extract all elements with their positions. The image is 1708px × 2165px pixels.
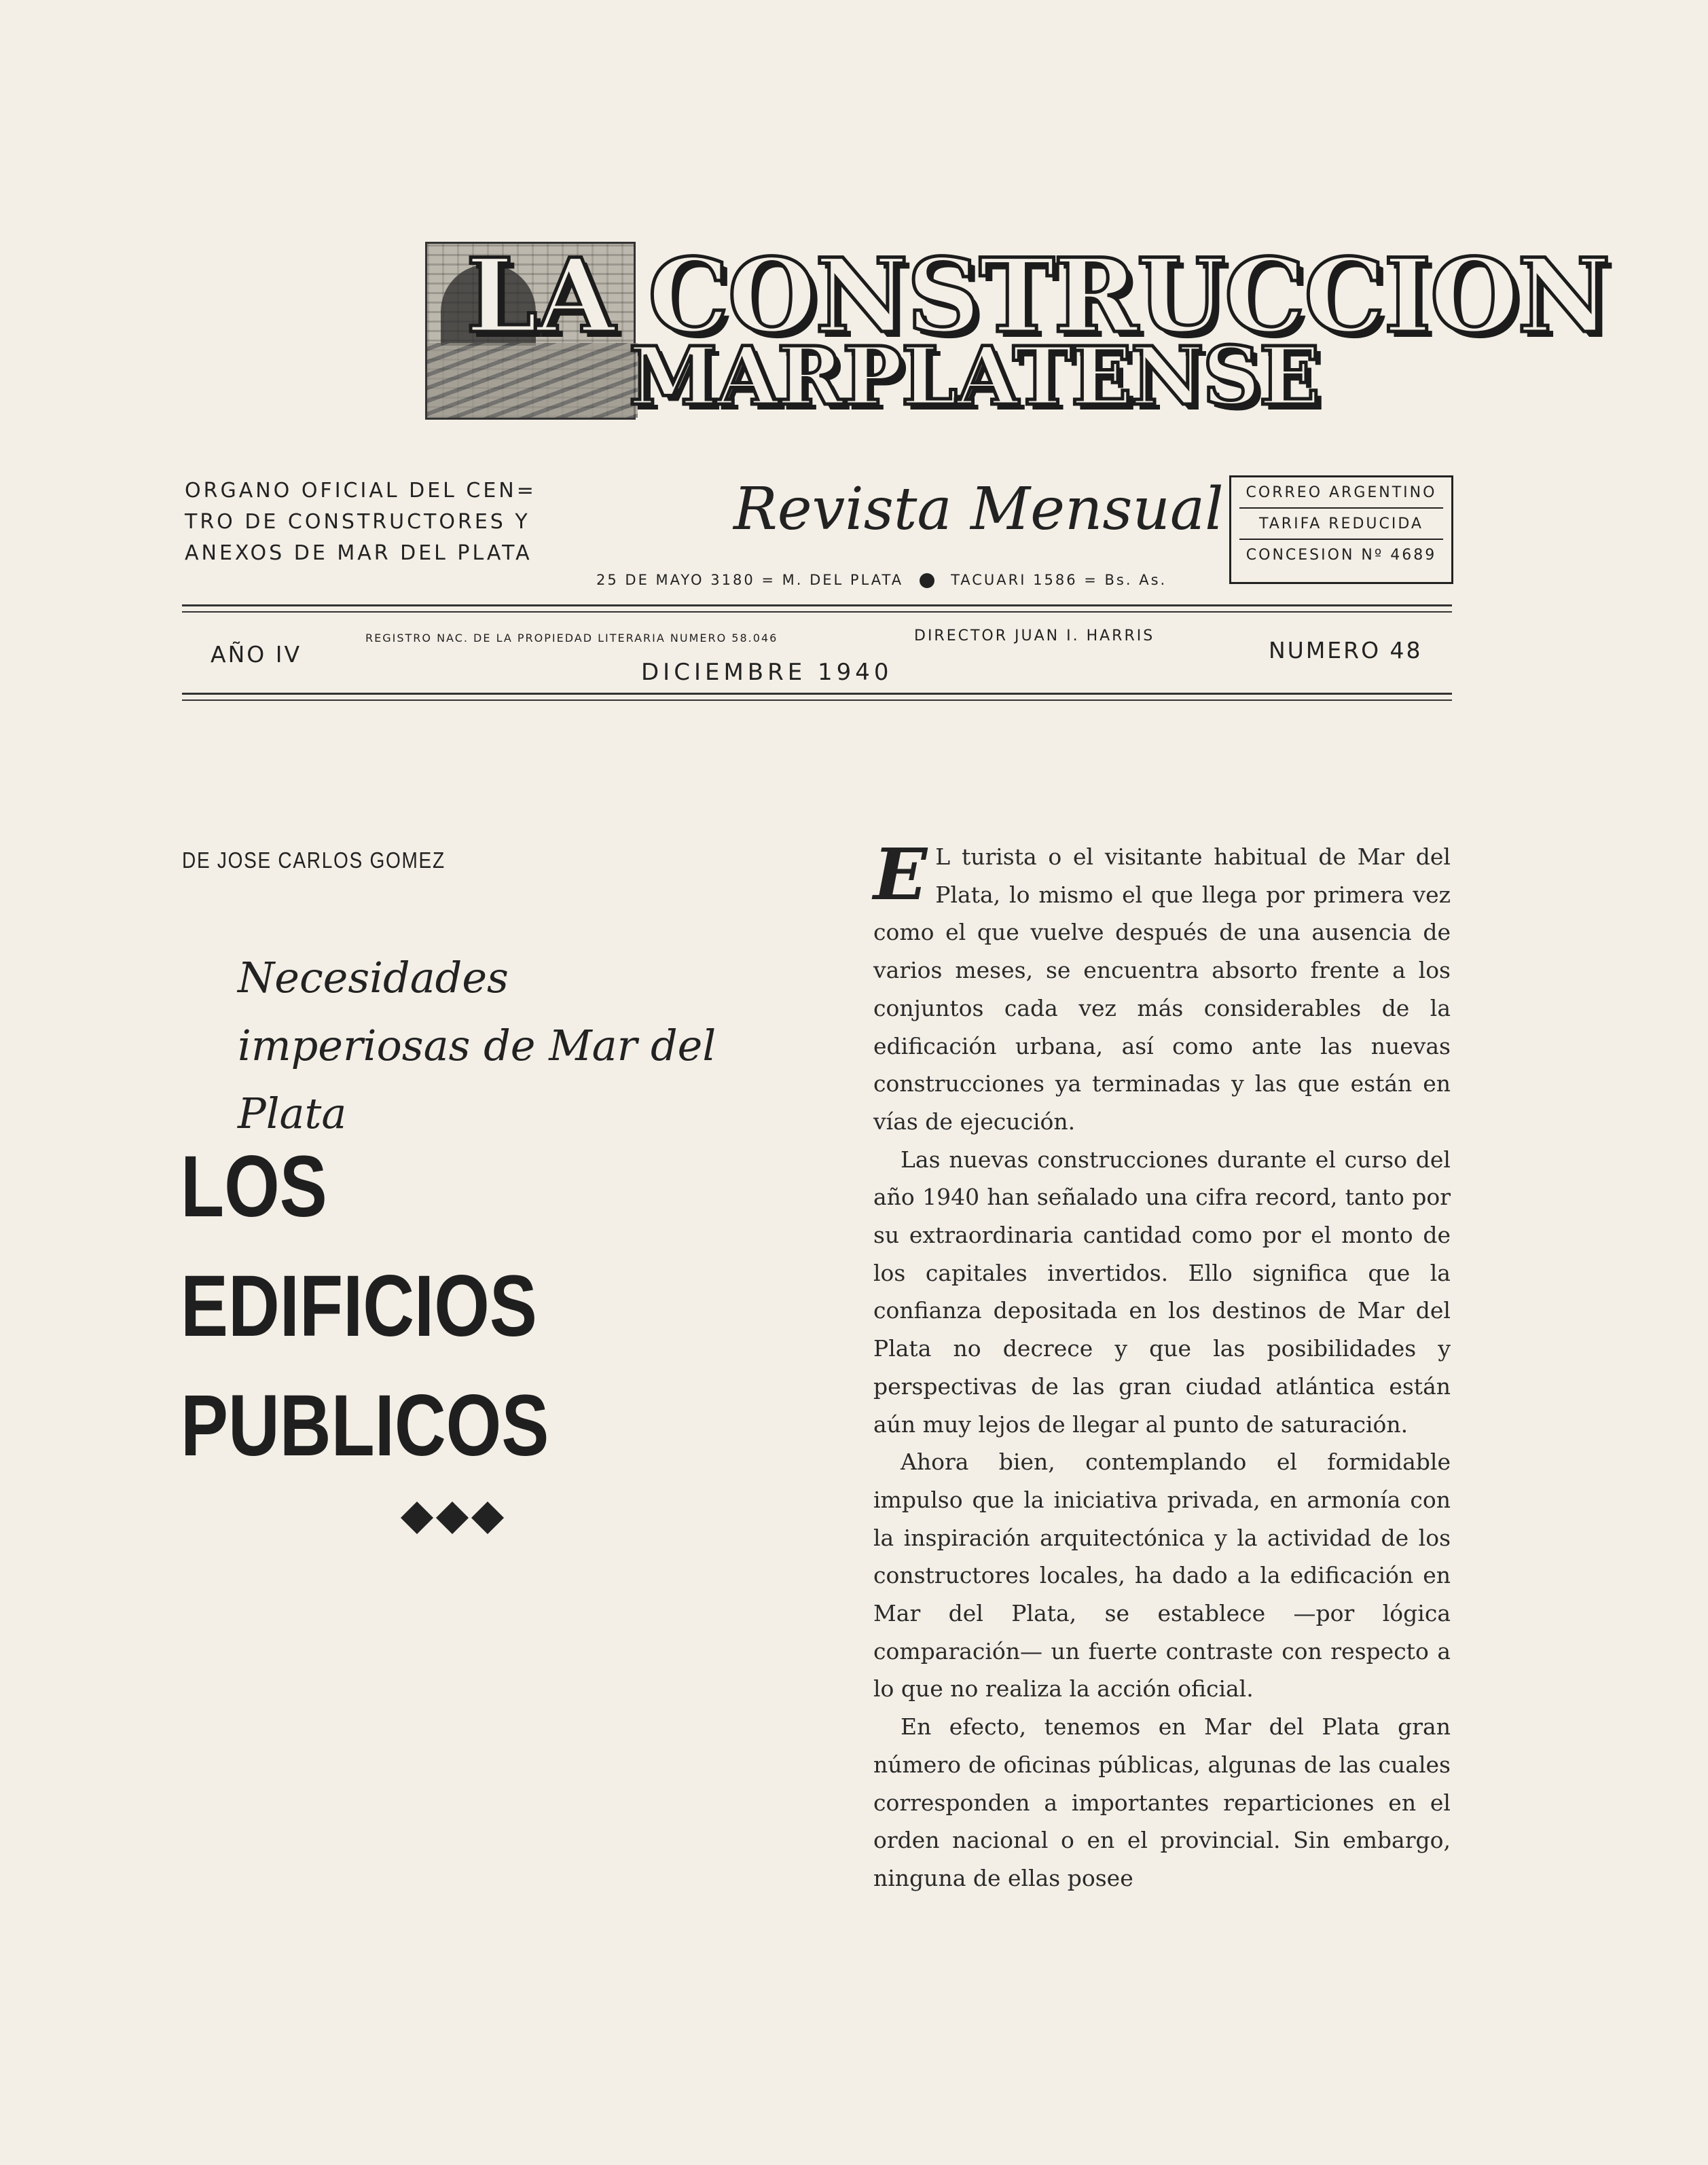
issue-director: DIRECTOR JUAN I. HARRIS bbox=[914, 627, 1155, 644]
address-line bbox=[596, 572, 1167, 588]
revista-mensual-label: Revista Mensual bbox=[733, 475, 1224, 543]
logo-title-line-2: MARPLATENSE bbox=[629, 329, 1319, 423]
postal-line-tarifa: TARIFA REDUCIDA bbox=[1239, 509, 1443, 540]
article-subtitle: Necesidades imperiosas de Mar del Plata bbox=[238, 953, 716, 1138]
address-buenos-aires: TACUARI 1586 = Bs. As. bbox=[951, 572, 1167, 588]
article-paragraph: Las nuevas construcciones durante el curso del año 1940 han señalado una cifra record, tanto por su extraordinaria cantidad como por el monto de los capitales invertidos. Ello significa que la confianza depositada en los destinos de Mar del Plata no decrece y que las posibilidades y perspectivas de las gran ciudad atlántica están aún muy lejos de llegar al punto de saturación. bbox=[873, 1146, 1451, 1438]
divider bbox=[182, 604, 1452, 606]
divider bbox=[182, 693, 1452, 695]
postal-box bbox=[1229, 475, 1453, 584]
drop-cap: E bbox=[873, 833, 928, 916]
divider bbox=[182, 699, 1452, 701]
issue-year: AÑO IV bbox=[211, 641, 302, 668]
article-paragraph: En efecto, tenemos en Mar del Plata gran número de oficinas públicas, algunas de las cuales corresponden a importantes reparticiones en el orden nacional o en el provincial. Sin embargo, ninguna de ellas posee bbox=[873, 1713, 1451, 1891]
article-headline: LOS EDIFICIOS PUBLICOS bbox=[181, 1138, 549, 1474]
address-mar-del-plata: 25 DE MAYO 3180 = M. DEL PLATA bbox=[596, 572, 904, 588]
article-body bbox=[873, 833, 1451, 1897]
divider bbox=[182, 611, 1452, 613]
postal-line-concesion: CONCESION Nº 4689 bbox=[1246, 547, 1437, 564]
article-paragraph: Ahora bien, contemplando el formidable impulso que la iniciativa privada, en armonía con la inspiración arquitectónica y la actividad de los constructores locales, ha dado a la edificación en Mar del Plata, se establece —por lógica comparación— un fuerte contraste con respecto a lo que no realiza la acción oficial. bbox=[873, 1449, 1451, 1703]
masthead-logo bbox=[425, 236, 1610, 423]
article-author: DE JOSE CARLOS GOMEZ bbox=[182, 848, 446, 873]
organization-text: ORGANO OFICIAL DEL CEN= TRO DE CONSTRUCTORES Y ANEXOS DE MAR DEL PLATA bbox=[185, 479, 537, 565]
issue-registro: REGISTRO NAC. DE LA PROPIEDAD LITERARIA NUMERO 58.046 bbox=[365, 632, 778, 644]
issue-number: NUMERO 48 bbox=[1269, 637, 1423, 663]
bullet-dot-icon bbox=[920, 573, 934, 588]
logo-title-line-1: LA CONSTRUCCION bbox=[466, 236, 1610, 356]
diamond-ornament-icon bbox=[399, 1506, 505, 1532]
postal-line-correo: CORREO ARGENTINO bbox=[1239, 477, 1443, 509]
issue-date: DICIEMBRE 1940 bbox=[641, 659, 893, 686]
article-paragraph: E L turista o el visitante habitual de Mar del Plata, lo mismo el que llega por primera vez como el que vuelve después de una ausencia de varios meses, se encuentra absorto frente a los conjuntos cada vez más considerables de la edificación urbana, así como ante las nuevas construcciones ya terminadas y las que están en vías de ejecución. bbox=[873, 833, 1451, 1135]
